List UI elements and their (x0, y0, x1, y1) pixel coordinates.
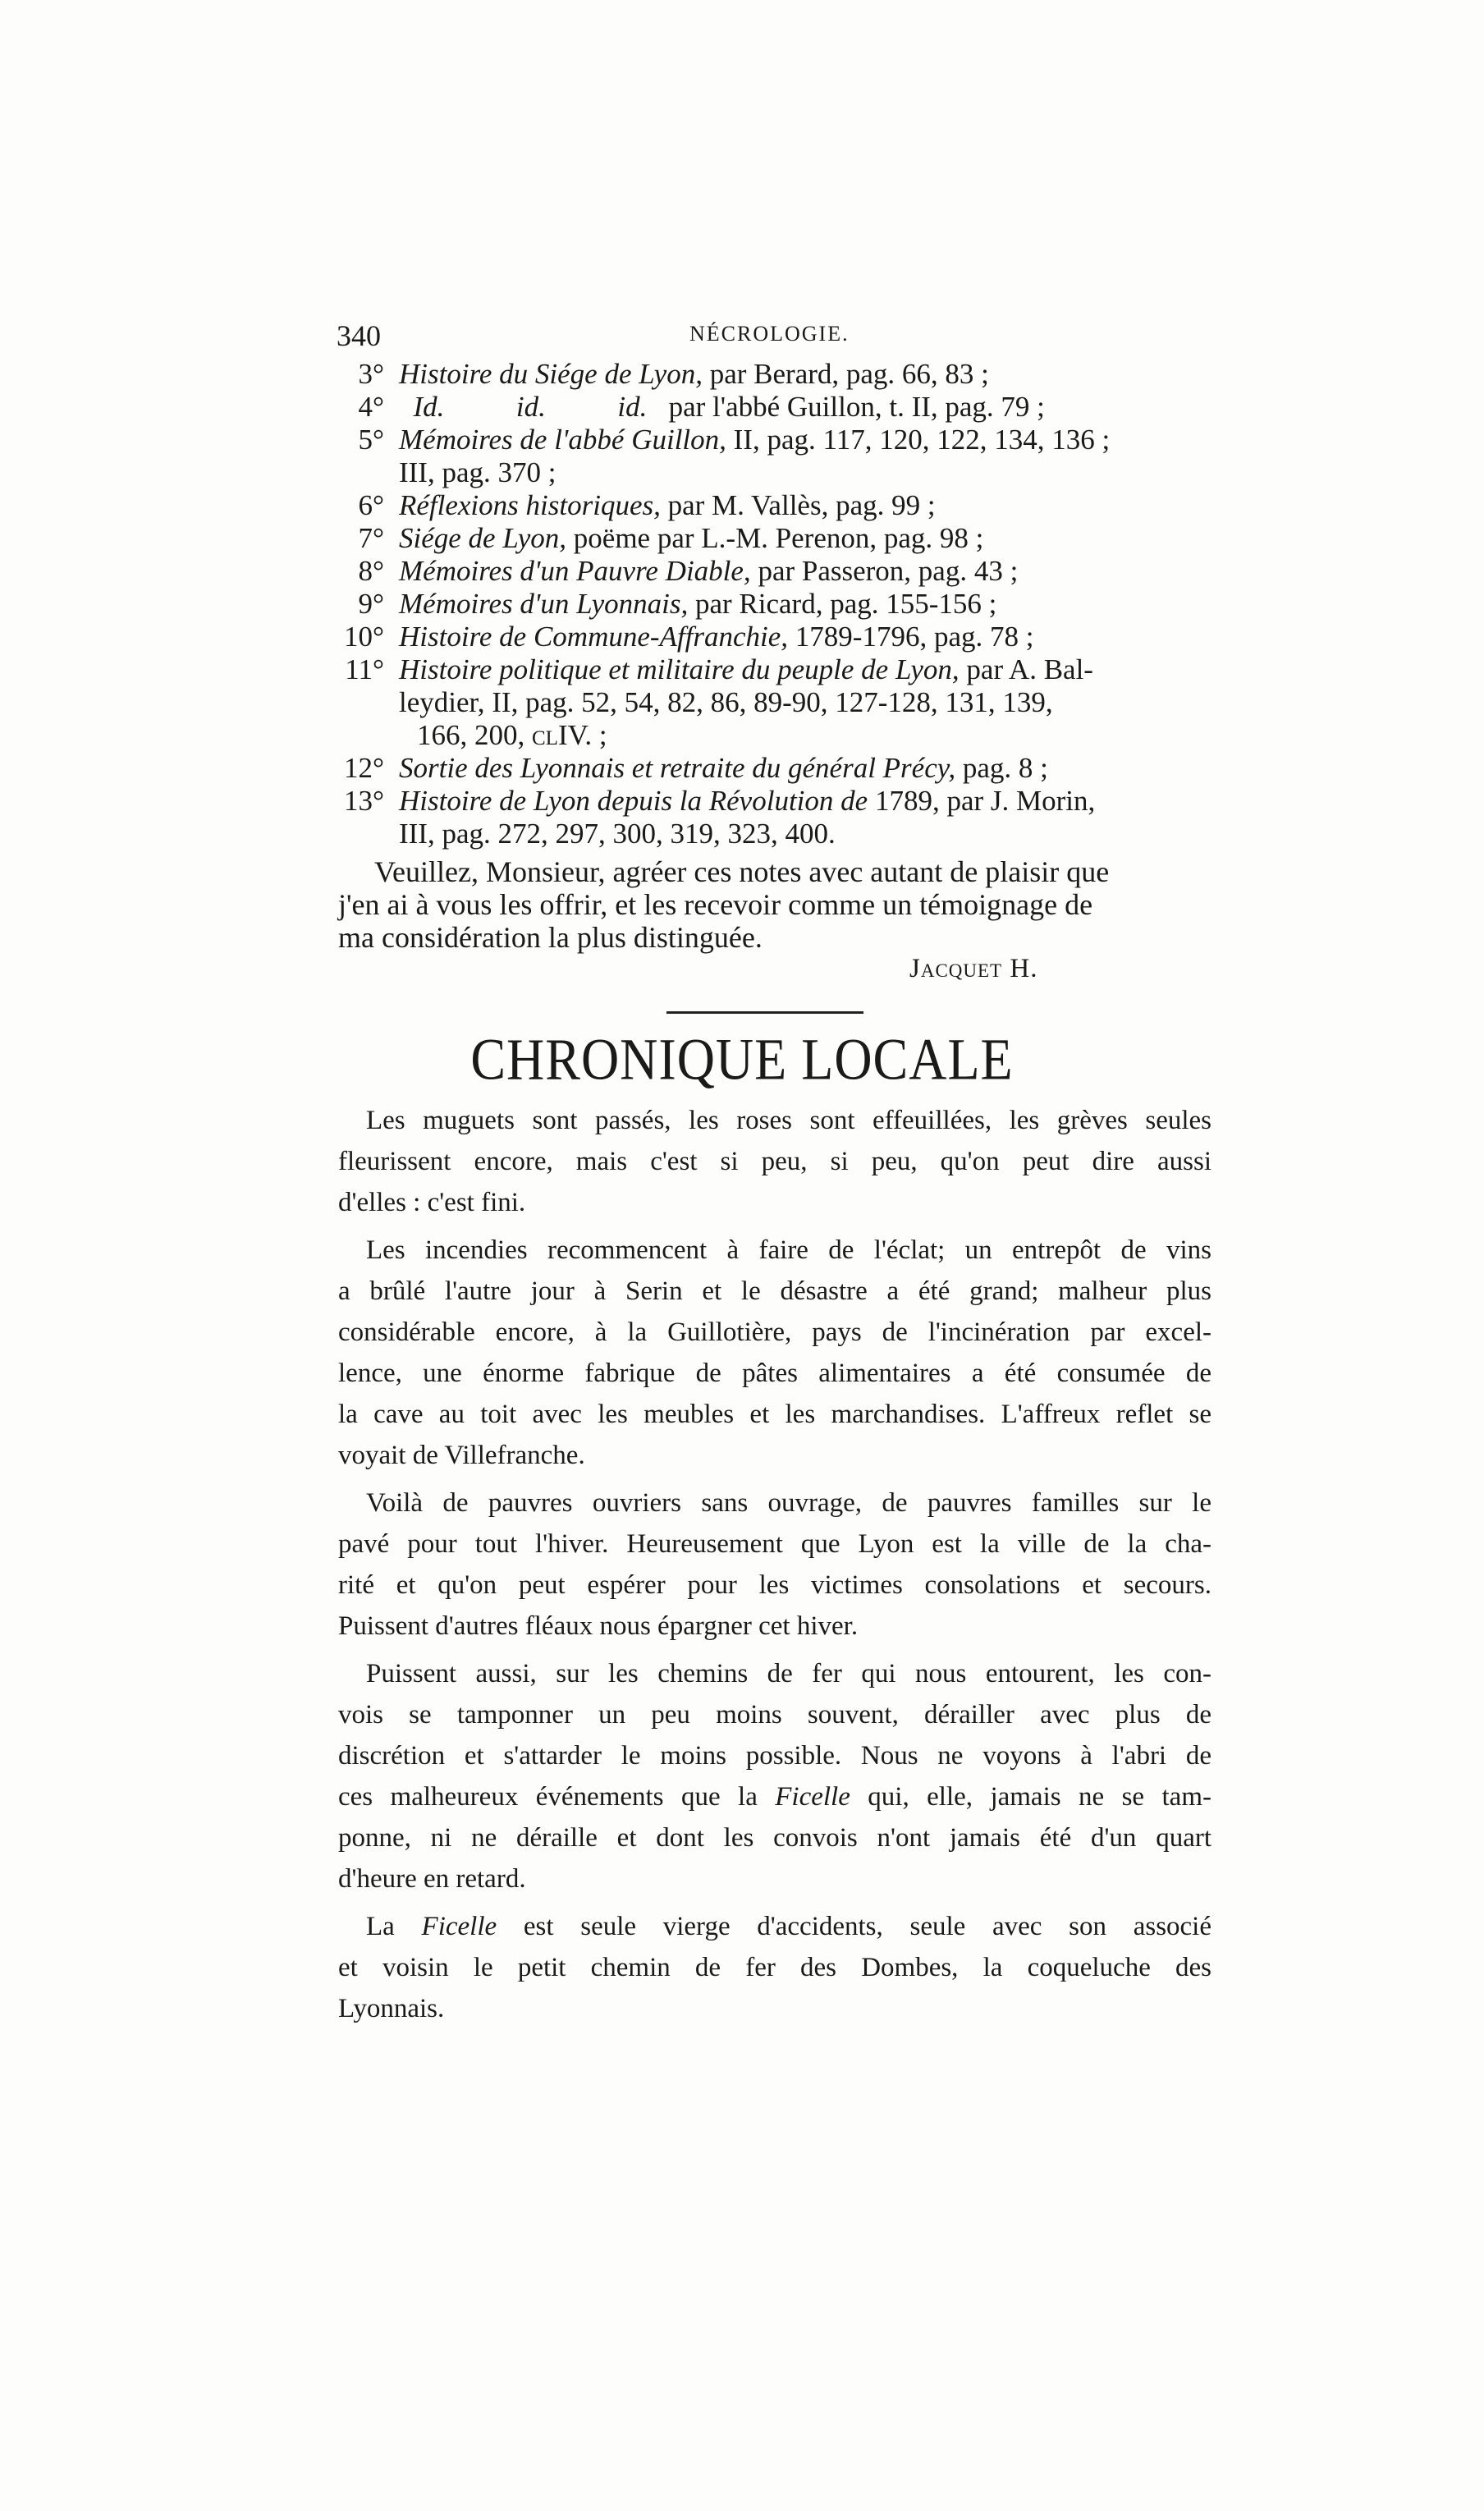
source-roman-numeral: clIV. (532, 719, 593, 751)
source-line (399, 653, 1213, 686)
source-item (327, 653, 1213, 752)
chronicle-text: Puissent d'autres fléaux nous épargner cet hiver. (338, 1611, 859, 1641)
source-number: 9° (358, 588, 384, 620)
source-item (327, 391, 1213, 424)
source-item (327, 621, 1213, 653)
chronicle-line (338, 1271, 1211, 1312)
chronicle-text: Les muguets sont passés, les roses sont effeuillées, les grèves seules (366, 1106, 1211, 1135)
source-work-title: Mémoires de l'abbé Guillon, (399, 424, 726, 456)
source-work-title: Sortie des Lyonnais et retraite du général Précy, (399, 752, 956, 784)
closing-letter (338, 855, 1208, 954)
source-number: 8° (358, 555, 384, 587)
source-line (399, 686, 1213, 719)
page-number: 340 (337, 319, 381, 352)
chronicle-line (338, 1776, 1211, 1817)
source-citation: par M. Vallès, pag. 99 ; (660, 489, 936, 521)
source-work-title: Siége de Lyon, (399, 522, 567, 554)
chronicle-line (338, 1482, 1211, 1524)
chronicle-heading: CHRONIQUE LOCALE (470, 1026, 1014, 1093)
source-item (327, 555, 1213, 588)
chronicle-text: Les incendies recommencent à faire de l'éclat; un entrepôt de vins (366, 1235, 1211, 1265)
chronicle-text: considérable encore, à la Guillotière, pays de l'incinération par excel- (338, 1317, 1211, 1347)
source-item (327, 489, 1213, 522)
chronicle-text: voyait de Villefranche. (338, 1441, 585, 1470)
source-line (399, 785, 1213, 818)
source-line (399, 456, 1213, 489)
running-section-title: NÉCROLOGIE. (689, 322, 850, 346)
source-text (399, 424, 1213, 489)
source-plain-text: 166, 200, (417, 719, 532, 751)
source-plain-text: leydier, II, pag. 52, 54, 82, 86, 89-90, 127-128, 131, 139, (399, 686, 1053, 718)
source-line (399, 621, 1213, 653)
chronicle-text: et voisin le petit chemin de fer des Dombes, la coqueluche des (338, 1953, 1211, 1982)
source-plain-text: III, pag. 370 ; (399, 456, 556, 488)
source-text (399, 785, 1213, 850)
chronicle-line (338, 1230, 1211, 1271)
chronicle-line (338, 1817, 1211, 1858)
source-citation: par Passeron, pag. 43 ; (750, 555, 1019, 587)
chronicle-italic-text: Ficelle (775, 1782, 850, 1812)
source-item (327, 785, 1213, 850)
source-work-title: Histoire politique et militaire du peuple de Lyon, (399, 653, 960, 685)
source-text (399, 522, 1213, 555)
chronicle-line (338, 1606, 1211, 1647)
chronicle-text: La (366, 1912, 422, 1941)
chronicle-line (338, 1565, 1211, 1606)
chronicle-text: Puissent aussi, sur les chemins de fer qui nous entourent, les con- (366, 1659, 1211, 1689)
source-citation: poëme par L.-M. Perenon, pag. 98 ; (566, 522, 984, 554)
source-line (399, 555, 1213, 588)
source-citation: 1789-1796, pag. 78 ; (788, 621, 1034, 653)
source-plain-text: III, pag. 272, 297, 300, 319, 323, 400. (399, 818, 836, 850)
source-work-title: Réflexions historiques, (399, 489, 661, 521)
source-number: 10° (344, 621, 384, 653)
closing-line: j'en ai à vous les offrir, et les recevoir comme un témoignage de (338, 888, 1093, 921)
chronicle-line (338, 1906, 1211, 1947)
source-citation: par Ricard, pag. 155-156 ; (688, 588, 997, 620)
source-number: 12° (344, 752, 384, 784)
chronicle-text: d'heure en retard. (338, 1864, 526, 1894)
chronicle-text: Voilà de pauvres ouvriers sans ouvrage, de pauvres familles sur le (366, 1488, 1211, 1518)
chronicle-text: rité et qu'on peut espérer pour les victimes consolations et secours. (338, 1570, 1211, 1600)
source-text (399, 358, 1213, 391)
source-number: 11° (345, 653, 384, 685)
source-item (327, 522, 1213, 555)
chronicle-line (338, 1735, 1211, 1776)
chronicle-paragraph (338, 1230, 1211, 1476)
chronicle-text: ponne, ni ne déraille et dont les convois n'ont jamais été d'un quart (338, 1823, 1211, 1853)
source-tail: ; (592, 719, 607, 751)
chronicle-line (338, 1988, 1211, 2029)
chronicle-line (338, 1435, 1211, 1476)
chronicle-line (338, 1182, 1211, 1223)
source-citation: par l'abbé Guillon, t. II, pag. 79 ; (647, 391, 1045, 423)
source-number: 5° (358, 424, 384, 456)
source-line (399, 358, 1213, 391)
chronicle-text: est seule vierge d'accidents, seule avec son associé (497, 1912, 1211, 1941)
source-number: 3° (358, 358, 384, 390)
source-number: 7° (358, 522, 384, 554)
source-line (399, 522, 1213, 555)
source-line (399, 752, 1213, 785)
closing-line: ma considération la plus distinguée. (338, 921, 763, 954)
chronicle-text: pavé pour tout l'hiver. Heureusement que Lyon est la ville de la cha- (338, 1529, 1211, 1559)
source-citation: par A. Bal- (959, 653, 1093, 685)
source-text (399, 752, 1213, 785)
source-citation: 1789, par J. Morin, (868, 785, 1096, 817)
chronicle-text: a brûlé l'autre jour à Serin et le désastre a été grand; malheur plus (338, 1276, 1211, 1306)
chronicle-paragraph (338, 1482, 1211, 1647)
chronicle-line (338, 1100, 1211, 1141)
chronicle-line (338, 1394, 1211, 1435)
signature: Jacquet H. (909, 954, 1038, 983)
chronicle-line (338, 1947, 1211, 1988)
source-text (399, 653, 1213, 752)
chronicle-text: fleurissent encore, mais c'est si peu, si peu, qu'on peut dire aussi (338, 1147, 1211, 1176)
chronicle-line (338, 1524, 1211, 1565)
source-line (399, 424, 1213, 456)
chronicle-italic-text: Ficelle (421, 1912, 497, 1941)
source-work-title: Id. id. id. (399, 391, 648, 423)
chronicle-text: d'elles : c'est fini. (338, 1188, 526, 1217)
chronicle-body (338, 1100, 1211, 2036)
chronicle-line (338, 1353, 1211, 1394)
chronicle-text: discrétion et s'attarder le moins possible. Nous ne voyons à l'abri de (338, 1741, 1211, 1771)
source-item (327, 752, 1213, 785)
source-text (399, 588, 1213, 621)
chronicle-text: lence, une énorme fabrique de pâtes alimentaires a été consumée de (338, 1359, 1211, 1388)
source-citation: II, pag. 117, 120, 122, 134, 136 ; (726, 424, 1111, 456)
source-citation: pag. 8 ; (955, 752, 1048, 784)
source-text (399, 489, 1213, 522)
source-work-title: Histoire de Lyon depuis la Révolution de (399, 785, 868, 817)
source-line (399, 588, 1213, 621)
section-divider (666, 1011, 863, 1014)
chronicle-text: qui, elle, jamais ne se tam- (850, 1782, 1211, 1812)
source-work-title: Mémoires d'un Pauvre Diable, (399, 555, 751, 587)
chronicle-line (338, 1653, 1211, 1694)
source-citation: par Berard, pag. 66, 83 ; (702, 358, 989, 390)
chronicle-paragraph (338, 1653, 1211, 1899)
chronicle-text: vois se tamponner un peu moins souvent, dérailler avec plus de (338, 1700, 1211, 1730)
closing-line: Veuillez, Monsieur, agréer ces notes avec autant de plaisir que (374, 855, 1110, 888)
chronicle-text: la cave au toit avec les meubles et les marchandises. L'affreux reflet se (338, 1400, 1211, 1429)
source-item (327, 588, 1213, 621)
chronicle-text: ces malheureux événements que la (338, 1782, 776, 1812)
source-number: 6° (358, 489, 384, 521)
source-work-title: Mémoires d'un Lyonnais, (399, 588, 689, 620)
source-item (327, 358, 1213, 391)
source-work-title: Histoire de Commune-Affranchie, (399, 621, 789, 653)
source-line (399, 719, 1213, 752)
source-text (399, 391, 1213, 424)
source-line (399, 818, 1213, 850)
chronicle-line (338, 1141, 1211, 1182)
chronicle-line (338, 1312, 1211, 1353)
source-item (327, 424, 1213, 489)
chronicle-line (338, 1858, 1211, 1899)
source-list (327, 358, 1213, 850)
chronicle-paragraph (338, 1906, 1211, 2029)
source-number: 13° (344, 785, 384, 817)
source-text (399, 621, 1213, 653)
chronicle-paragraph (338, 1100, 1211, 1223)
source-number: 4° (358, 391, 384, 423)
running-header (337, 318, 1190, 360)
source-line (399, 391, 1213, 424)
source-work-title: Histoire du Siége de Lyon, (399, 358, 703, 390)
chronicle-text: Lyonnais. (338, 1994, 445, 2023)
source-text (399, 555, 1213, 588)
chronicle-line (338, 1694, 1211, 1735)
source-line (399, 489, 1213, 522)
